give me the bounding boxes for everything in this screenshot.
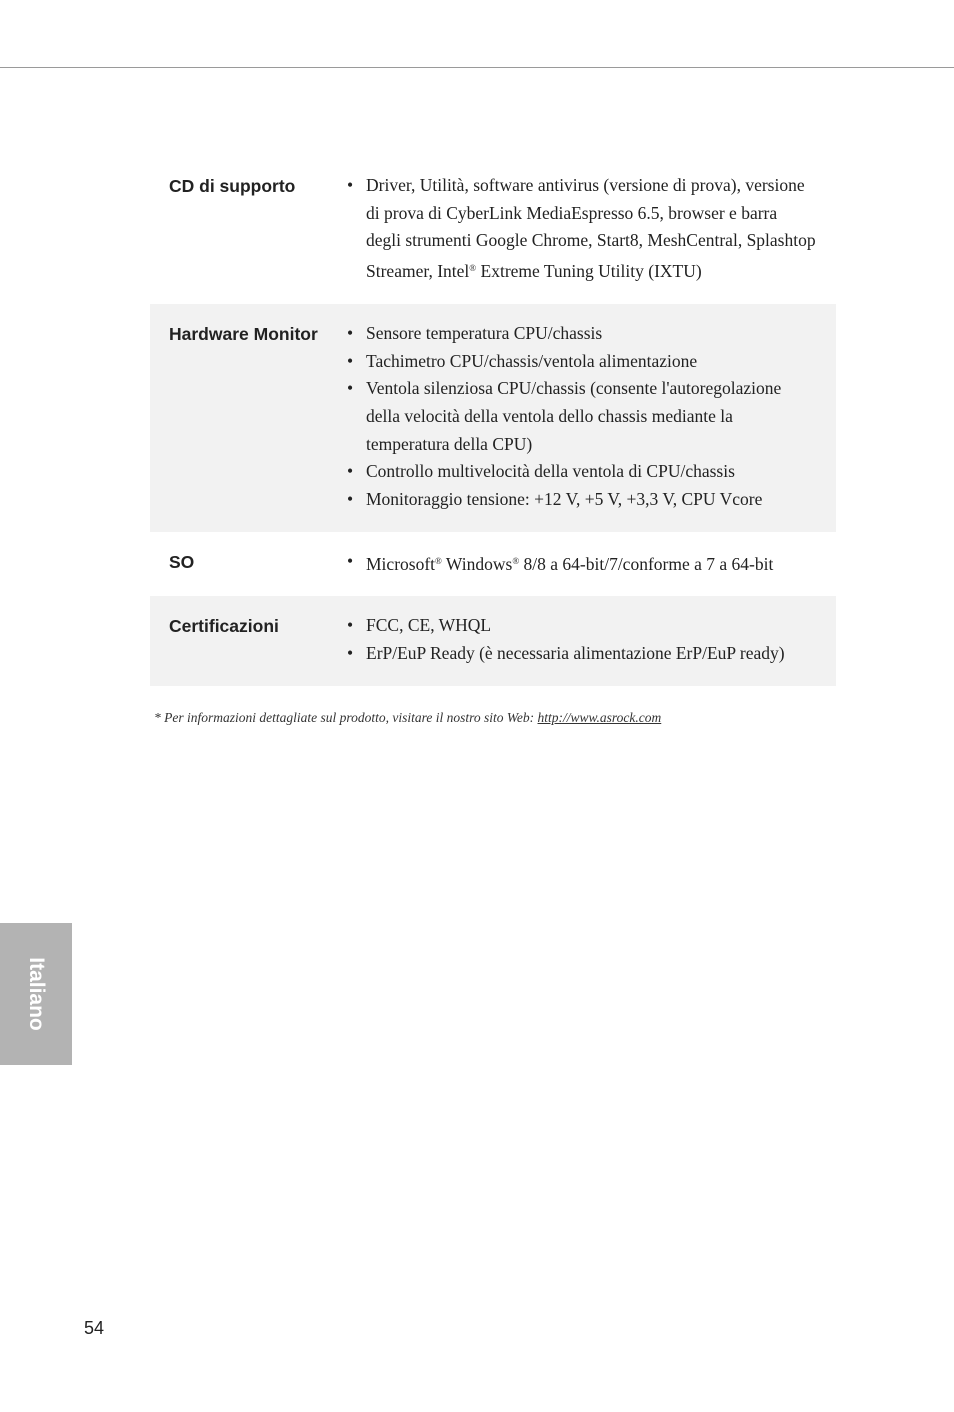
spec-row — [150, 304, 836, 532]
spec-value-text: Windows — [441, 553, 513, 574]
spec-table — [150, 156, 836, 686]
spec-value-text: Ventola silenziosa CPU/chassis (consente l'autoregolazione della velocità della ventola dello chassis mediante la temperatura della CPU) — [366, 378, 782, 454]
spec-value-text: Driver, Utilità, software antivirus (versione di prova), versione di prova di CyberLink MediaEspresso 6.5, browser e barra degli strumenti Google Chrome, Start8, MeshCentral, Splashtop Streamer, Intel — [366, 175, 816, 282]
header-rule — [0, 67, 954, 68]
spec-value-item — [347, 486, 836, 514]
spec-value-text: Controllo multivelocità della ventola di CPU/chassis — [366, 461, 735, 482]
bullet-icon: • — [347, 378, 354, 399]
spec-value-text: Microsoft — [366, 553, 436, 574]
spec-label: Certificazioni — [169, 616, 279, 637]
language-tab-label: Italiano — [25, 957, 48, 1031]
footnote-text: * Per informazioni dettagliate sul prodotto, visitare il nostro sito Web: — [154, 710, 538, 725]
spec-value-text: 8/8 a 64-bit/7/conforme a 7 a 64-bit — [519, 553, 774, 574]
spec-label: CD di supporto — [169, 176, 296, 196]
bullet-icon: • — [347, 461, 354, 482]
spec-value-item — [347, 172, 836, 286]
spec-label: SO — [169, 551, 195, 572]
page-number: 54 — [84, 1318, 105, 1338]
spec-value-item — [347, 612, 836, 640]
registered-mark: ® — [512, 555, 520, 566]
spec-row — [150, 596, 836, 685]
bullet-icon: • — [347, 550, 354, 571]
language-tab — [0, 923, 72, 1065]
spec-value-text: ErP/EuP Ready (è necessaria alimentazione ErP/EuP ready) — [366, 643, 785, 664]
spec-values-list — [327, 612, 836, 667]
spec-value-item — [347, 548, 836, 579]
spec-value-item — [347, 348, 836, 376]
spec-value-text: Tachimetro CPU/chassis/ventola alimentazione — [366, 350, 698, 371]
spec-row — [150, 532, 836, 597]
spec-values-list — [327, 548, 836, 579]
spec-values-list — [327, 172, 836, 286]
spec-value-item — [347, 375, 836, 458]
registered-mark: ® — [469, 263, 477, 274]
spec-value-text: Sensore temperatura CPU/chassis — [366, 322, 603, 343]
bullet-icon: • — [347, 615, 354, 636]
website-link[interactable]: http://www.asrock.com — [537, 710, 662, 725]
footnote — [154, 710, 661, 726]
spec-values-list — [327, 320, 836, 514]
spec-value-text: FCC, CE, WHQL — [366, 615, 492, 636]
bullet-icon: • — [347, 489, 354, 510]
spec-value-text: Monitoraggio tensione: +12 V, +5 V, +3,3 V, CPU Vcore — [366, 489, 763, 510]
spec-value-text: Extreme Tuning Utility (IXTU) — [476, 261, 702, 282]
spec-label: Hardware Monitor — [169, 323, 318, 344]
registered-mark: ® — [435, 555, 442, 566]
bullet-icon: • — [347, 322, 354, 343]
spec-row — [150, 156, 836, 304]
spec-value-item — [347, 640, 836, 668]
bullet-icon: • — [347, 643, 354, 664]
bullet-icon: • — [347, 175, 354, 195]
spec-value-item — [347, 458, 836, 486]
spec-value-item — [347, 320, 836, 348]
bullet-icon: • — [347, 350, 354, 371]
